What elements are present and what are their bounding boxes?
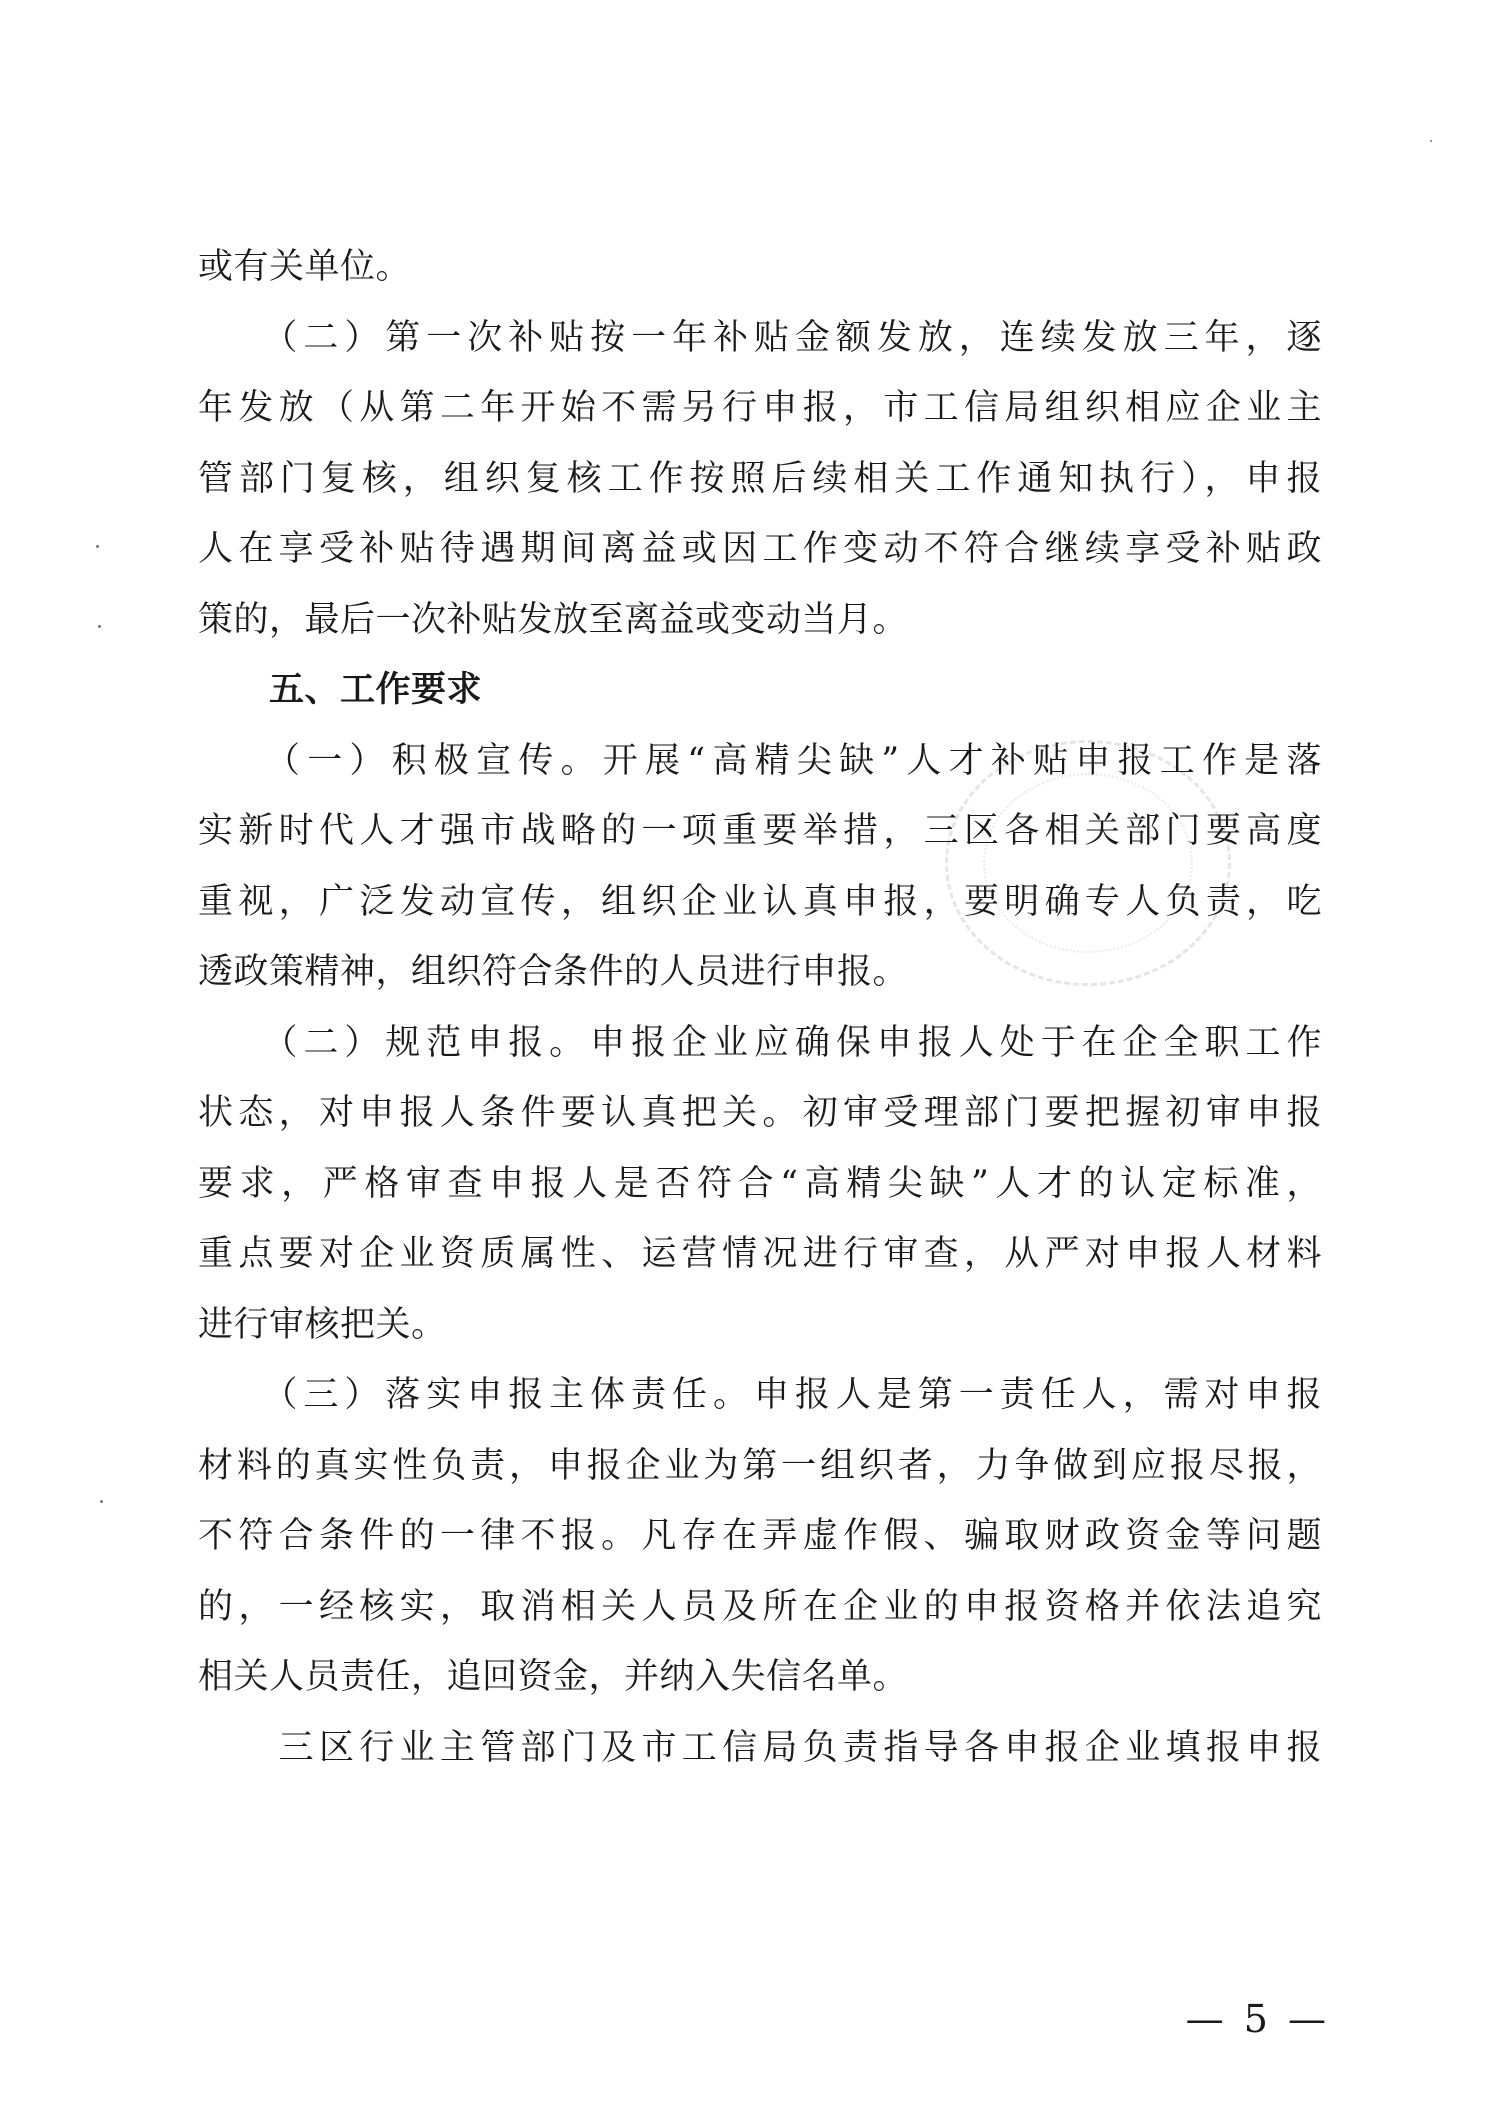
text-line: 相关人员责任，追回资金，并纳入失信名单。 <box>198 1657 909 1697</box>
text-line: （一）积极宣传。开展“高精尖缺”人才补贴申报工作是落 <box>198 740 1322 781</box>
text-line: 三区行业主管部门及市工信局负责指导各申报企业填报申报 <box>198 1727 1322 1768</box>
text-line: 实新时代人才强市战略的一项重要举措，三区各相关部门要高度 <box>198 811 1322 851</box>
text-line: 不符合条件的一律不报。凡存在弄虚作假、骗取财政资金等问题 <box>198 1516 1322 1556</box>
scan-speck <box>1430 140 1432 142</box>
text-line: 要求，严格审查申报人是否符合“高精尖缺”人才的认定标准， <box>198 1163 1322 1204</box>
text-line: （二）规范申报。申报企业应确保申报人处于在企全职工作 <box>198 1022 1322 1063</box>
section-heading: 五、工作要求 <box>198 670 483 710</box>
text-line: （二）第一次补贴按一年补贴金额发放，连续发放三年，逐 <box>198 317 1322 358</box>
page-number: — 5 — <box>1185 1997 1330 2041</box>
text-line: 进行审核把关。 <box>198 1304 447 1345</box>
text-line: 材料的真实性负责，申报企业为第一组织者，力争做到应报尽报， <box>198 1445 1322 1486</box>
text-line: 重点要对企业资质属性、运营情况进行审查，从严对申报人材料 <box>198 1234 1322 1274</box>
scan-speck <box>100 1500 103 1503</box>
text-line: 的，一经核实，取消相关人员及所在企业的申报资格并依法追究 <box>198 1586 1322 1627</box>
text-line: 重视，广泛发动宣传，组织企业认真申报，要明确专人负责，吃 <box>198 881 1322 922</box>
text-line: 状态，对申报人条件要认真把关。初审受理部门要把握初审申报 <box>198 1093 1322 1133</box>
text-line: （三）落实申报主体责任。申报人是第一责任人，需对申报 <box>198 1375 1322 1415</box>
text-line: 或有关单位。 <box>198 247 412 287</box>
text-line: 策的，最后一次补贴发放至离益或变动当月。 <box>198 599 909 640</box>
scan-speck <box>98 625 101 628</box>
body-text <box>198 232 1322 1783</box>
text-line: 人在享受补贴待遇期间离益或因工作变动不符合继续享受补贴政 <box>198 529 1322 569</box>
scan-speck <box>96 545 99 548</box>
text-line: 透政策精神，组织符合条件的人员进行申报。 <box>198 952 909 992</box>
text-line: 管部门复核，组织复核工作按照后续相关工作通知执行），申报 <box>198 458 1322 499</box>
text-line: 年发放（从第二年开始不需另行申报，市工信局组织相应企业主 <box>198 388 1322 428</box>
